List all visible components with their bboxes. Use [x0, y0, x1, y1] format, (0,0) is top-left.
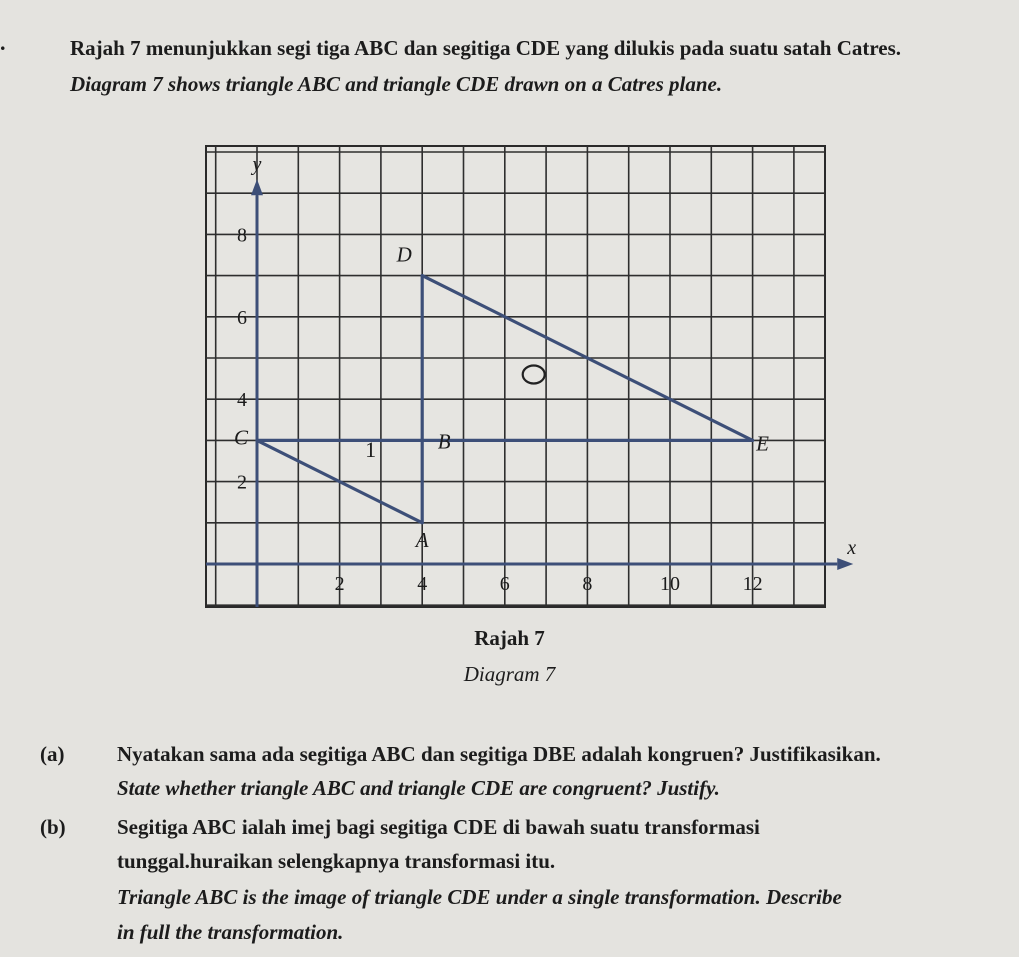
part-b-malay-line1: Segitiga ABC ialah imej bagi segitiga CDE di bawah suatu transformasi — [117, 815, 760, 839]
x-tick-label: 12 — [742, 573, 763, 595]
y-tick-label: 6 — [237, 306, 247, 329]
x-tick-label: 6 — [499, 573, 510, 595]
point-label-a: A — [415, 527, 429, 552]
part-a-malay: Nyatakan sama ada segitiga ABC dan segitiga DBE adalah kongruen? Justifikasikan. — [117, 742, 881, 766]
cartesian-diagram — [205, 140, 857, 610]
diagram-caption-english: Diagram 7 — [463, 662, 556, 686]
cartesian-plane — [205, 140, 857, 610]
y-axis-label: y — [252, 153, 262, 176]
part-a-english: State whether triangle ABC and triangle CDE are congruent? Justify. — [117, 776, 720, 800]
y-tick-label: 4 — [237, 389, 247, 412]
handwritten-mark: 1 — [365, 436, 377, 462]
diagram-caption-malay: Rajah 7 — [474, 626, 545, 650]
x-axis-arrow — [837, 558, 853, 570]
x-tick-label: 8 — [582, 573, 593, 595]
part-b-english-line1: Triangle ABC is the image of triangle CDE under a single transformation. Describe — [117, 885, 842, 909]
question-number: . — [0, 30, 6, 55]
question-intro-english: Diagram 7 shows triangle ABC and triangle CDE drawn on a Catres plane. — [70, 72, 723, 96]
x-tick-label: 2 — [334, 573, 345, 595]
point-label-d: D — [396, 242, 412, 267]
part-a-label: (a) — [40, 742, 65, 766]
point-label-b: B — [437, 429, 451, 454]
y-tick-label: 2 — [237, 471, 247, 494]
x-axis-label: x — [847, 537, 857, 559]
x-tick-label: 4 — [417, 573, 428, 595]
x-tick-label: 10 — [660, 573, 680, 595]
point-label-e: E — [756, 431, 770, 456]
point-label-c: C — [233, 425, 249, 450]
part-b-label: (b) — [40, 815, 66, 839]
part-b-malay-line2: tunggal.huraikan selengkapnya transformasi itu. — [117, 849, 556, 873]
y-tick-label: 8 — [237, 224, 247, 247]
part-b-english-line2: in full the transformation. — [117, 920, 344, 944]
question-intro-malay: Rajah 7 menunjukkan segi tiga ABC dan segitiga CDE yang dilukis pada suatu satah Catres. — [70, 36, 902, 60]
